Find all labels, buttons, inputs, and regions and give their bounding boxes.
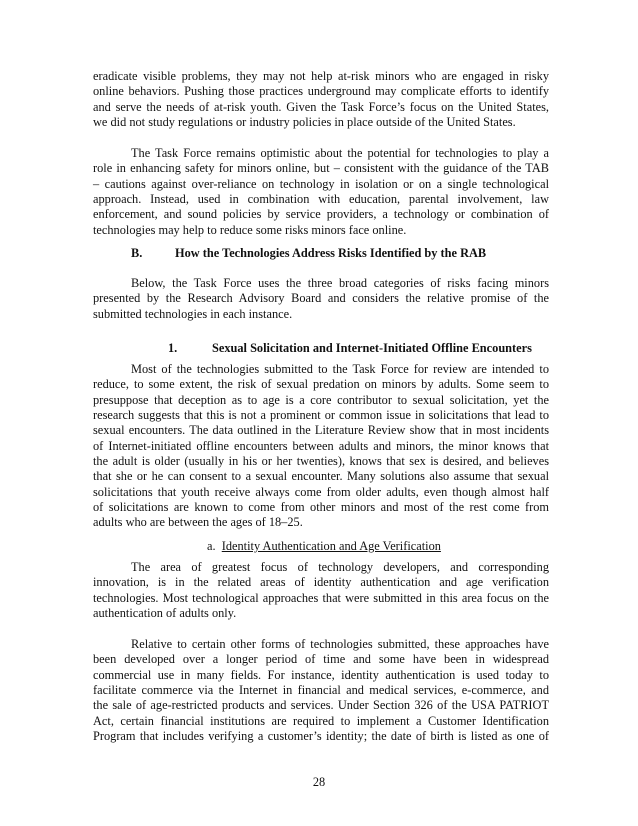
text-line: adults who are between the ages of 18–25. (93, 515, 303, 530)
text-line: enforcement, and sound policies by service providers, a technology or combination of (93, 207, 549, 222)
section-number: B. (131, 246, 143, 260)
section-title: How the Technologies Address Risks Identified by the RAB (175, 246, 487, 260)
section-heading-1 (168, 341, 532, 356)
text-line: presented by the Research Advisory Board and considers the relative promise of the (93, 291, 549, 306)
text-line: Act, certain financial institutions are required to implement a Customer Identification (93, 713, 549, 728)
text-line: facilitate commerce via the Internet in financial and medical services, e-commerce, and (93, 683, 549, 698)
text-line: submitted technologies in each instance. (93, 306, 293, 321)
paragraph-risky-behaviors (93, 69, 549, 130)
section-number: a. (207, 539, 216, 553)
text-line: that she or he can consent to a sexual encounter. Many solutions also assume that sexual (93, 469, 549, 484)
text-line: online behaviors. Pushing those practices underground may complicate efforts to identify (93, 84, 549, 99)
section-number: 1. (168, 341, 178, 355)
section-title: Identity Authentication and Age Verification (221, 539, 441, 553)
text-line: authentication of adults only. (93, 606, 237, 621)
text-line: reduce, to some extent, the risk of sexual predation on minors by adults. Some seem to (93, 377, 549, 392)
paragraph-task-force-optimistic (93, 146, 549, 238)
text-line: solicitations that youth receive always come from older adults, even though almost half (93, 484, 549, 499)
text-line: technologies. Most technological approaches that were submitted in this area focus on the (93, 590, 549, 605)
paragraph-greatest-focus (93, 560, 549, 621)
text-line: Relative to certain other forms of technologies submitted, these approaches have (131, 637, 549, 651)
text-line: role in enhancing safety for minors online, but – consistent with the guidance of the TAB (93, 161, 549, 176)
text-line: The area of greatest focus of technology developers, and corresponding (131, 560, 549, 574)
text-line: Program that includes verifying a customer’s identity; the date of birth is listed as one of (93, 729, 549, 744)
section-title: Sexual Solicitation and Internet-Initiated Offline Encounters (212, 341, 532, 355)
text-line: research suggests that this is not a prominent or common issue in solicitations that lead to (93, 408, 549, 423)
text-line: Most of the technologies submitted to the Task Force for review are intended to (131, 362, 549, 376)
paragraph-three-categories (93, 276, 549, 322)
section-heading-a (207, 539, 441, 554)
text-line: of solicitations are known to come from other minors and most of the rest come from (93, 500, 549, 515)
text-line: the sale of age-restricted products and services. Under Section 326 of the USA PATRIOT (93, 698, 549, 713)
text-line: sexual encounters. The data outlined in the Literature Review show that in most incidents (93, 423, 549, 438)
text-line: technologies may help to reduce some risks minors face online. (93, 222, 407, 237)
text-line: presuppose that deception as to age is a core contributor to sexual solicitation, yet the (93, 392, 549, 407)
paragraph-relative-approaches (93, 637, 549, 744)
text-line: The Task Force remains optimistic about the potential for technologies to play a (131, 146, 549, 160)
page-number: 28 (312, 775, 326, 789)
text-line: the adult is older (usually in his or her twenties), knows that sex is desired, and believes (93, 454, 549, 469)
text-line: – cautions against over-reliance on technology in isolation or on a single technological (93, 176, 549, 191)
section-heading-b (131, 246, 486, 261)
text-line: eradicate visible problems, they may not help at-risk minors who are engaged in risky (93, 69, 549, 83)
text-line: approach. Instead, used in combination with education, parental involvement, law (93, 192, 549, 207)
paragraph-sexual-predation (93, 362, 549, 531)
text-line: Below, the Task Force uses the three broad categories of risks facing minors (131, 276, 549, 290)
text-line: innovation, is in the related areas of identity authentication and age verification (93, 575, 549, 590)
text-line: commercial use in many fields. For instance, identity authentication is used today to (93, 667, 549, 682)
text-line: of Internet-initiated offline encounters between adults and minors, the minor knows that (93, 438, 549, 453)
text-line: we did not study regulations or industry policies in place outside of the United States. (93, 115, 516, 130)
text-line: been developed over a longer period of time and some have been in widespread (93, 652, 549, 667)
text-line: and serve the needs of at-risk youth. Given the Task Force’s focus on the United States, (93, 99, 549, 114)
